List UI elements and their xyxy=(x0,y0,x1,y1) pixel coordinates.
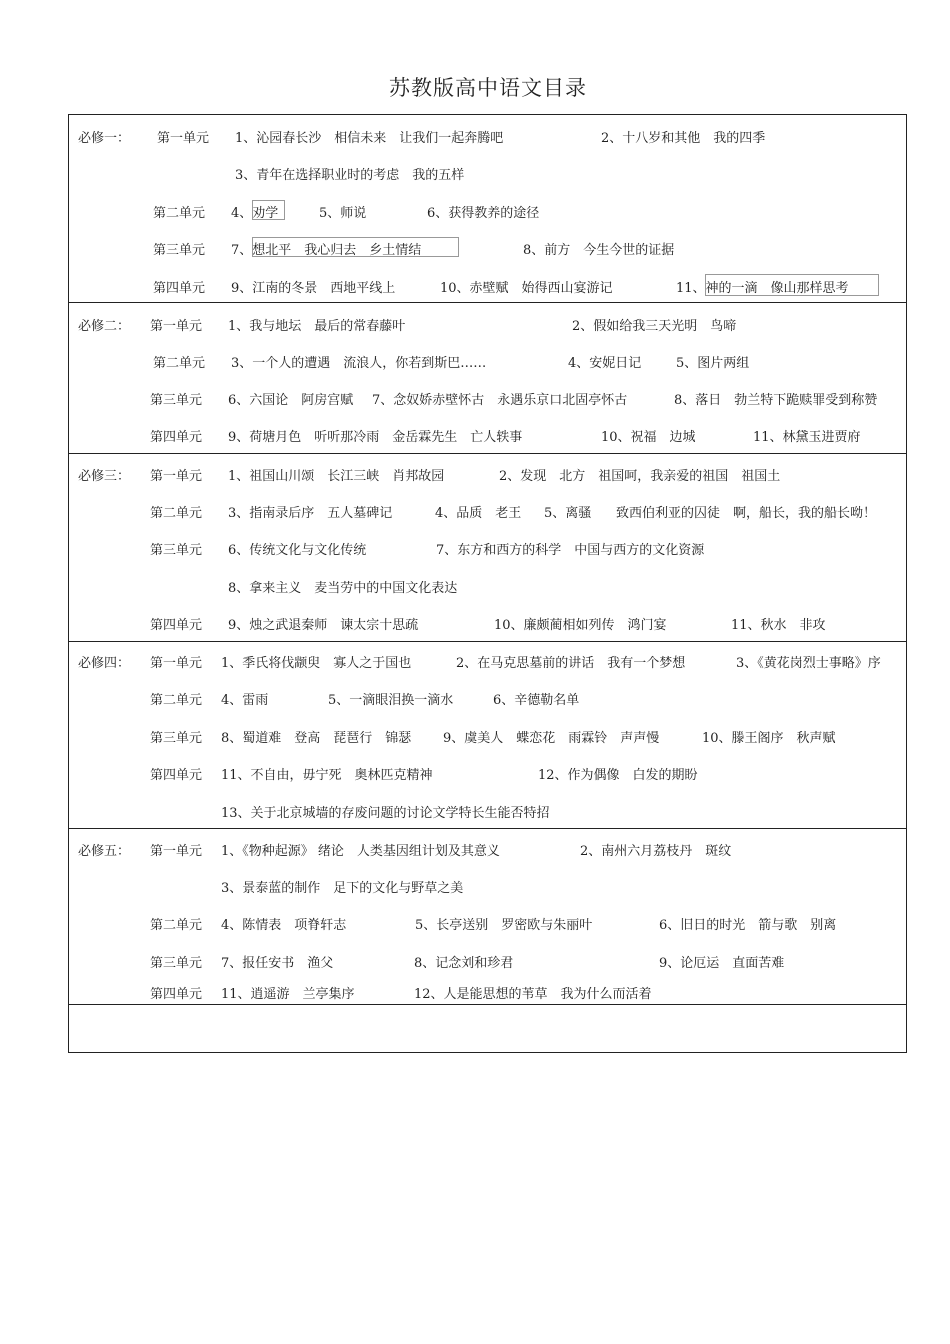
page-title: 苏教版高中语文目录 xyxy=(389,76,587,100)
lesson-group: 9、荷塘月色 听听那冷雨 金岳霖先生 亡人轶事 xyxy=(228,430,523,445)
lesson-group: 6、获得教养的途径 xyxy=(427,206,540,221)
unit-label: 第四单元 xyxy=(153,281,206,296)
lesson-group: 6、辛德勒名单 xyxy=(493,693,580,708)
lesson-group: 10、祝福 边城 xyxy=(601,430,696,445)
lesson-group: 1、《物种起源》 绪论 人类基因组计划及其意义 xyxy=(221,844,500,859)
lesson-group: 9、论厄运 直面苦难 xyxy=(659,956,785,971)
lesson-group: 11、不自由，毋宁死 奥林匹克精神 xyxy=(221,768,433,783)
lesson-group: 6、旧日的时光 箭与歌 别离 xyxy=(659,918,837,933)
lesson-group: 1、沁园春长沙 相信未来 让我们一起奔腾吧 xyxy=(235,131,504,146)
lesson-group: 6、传统文化与文化传统 xyxy=(228,543,367,558)
lesson-group: 7、念奴娇赤壁怀古 永遇乐京口北固亭怀古 xyxy=(372,393,628,408)
unit-label: 第三单元 xyxy=(150,731,203,746)
unit-label: 第二单元 xyxy=(150,693,203,708)
lesson-group: 3、青年在选择职业时的考虑 我的五样 xyxy=(235,168,465,183)
lesson-group: 1、祖国山川颂 长江三峡 肖邦故园 xyxy=(228,469,445,484)
unit-label: 第三单元 xyxy=(150,543,203,558)
lesson-group: 2、在马克思墓前的讲话 我有一个梦想 xyxy=(456,656,686,671)
unit-label: 第四单元 xyxy=(150,768,203,783)
lesson-group: 5、图片两组 xyxy=(676,356,750,371)
lesson-group: 8、前方 今生今世的证据 xyxy=(523,243,675,258)
unit-label: 第四单元 xyxy=(150,618,203,633)
lesson-group: 5、师说 xyxy=(319,206,367,221)
lesson-group: 12、作为偶像 白发的期盼 xyxy=(538,768,698,783)
unit-label: 第三单元 xyxy=(153,243,206,258)
lesson-group: 11、神的一滴 像山那样思考 xyxy=(676,281,849,296)
section-divider xyxy=(69,1004,906,1005)
section-divider xyxy=(69,641,906,642)
lesson-group: 9、虞美人 蝶恋花 雨霖铃 声声慢 xyxy=(443,731,660,746)
unit-label: 第二单元 xyxy=(150,918,203,933)
module-label: 必修一： xyxy=(78,131,131,146)
unit-label: 第一单元 xyxy=(150,844,203,859)
lesson-group: 4、安妮日记 xyxy=(568,356,642,371)
lesson-group: 11、秋水 非攻 xyxy=(731,618,826,633)
unit-label: 第二单元 xyxy=(150,506,203,521)
lesson-group: 8、拿来主义 麦当劳中的中国文化表达 xyxy=(228,581,458,596)
section-divider xyxy=(69,828,906,829)
unit-label: 第四单元 xyxy=(150,987,203,1002)
lesson-group: 10、滕王阁序 秋声赋 xyxy=(702,731,836,746)
lesson-group: 5、长亭送别 罗密欧与朱丽叶 xyxy=(415,918,593,933)
lesson-group: 2、发现 北方 祖国呵，我亲爱的祖国 祖国土 xyxy=(499,469,781,484)
lesson-group: 2、假如给我三天光明 鸟啼 xyxy=(572,319,737,334)
lesson-group: 11、林黛玉进贾府 xyxy=(753,430,861,445)
lesson-group: 8、蜀道难 登高 琵琶行 锦瑟 xyxy=(221,731,412,746)
lesson-group: 3、指南录后序 五人墓碑记 xyxy=(228,506,393,521)
lesson-group: 6、六国论 阿房宫赋 xyxy=(228,393,354,408)
lesson-group: 3、景泰蓝的制作 足下的文化与野草之美 xyxy=(221,881,464,896)
module-label: 必修五： xyxy=(78,844,131,859)
lesson-group: 4、雷雨 xyxy=(221,693,269,708)
lesson-group: 3、《黄花岗烈士事略》序 xyxy=(736,656,881,671)
lesson-group: 11、逍遥游 兰亭集序 xyxy=(221,987,355,1002)
module-label: 必修四： xyxy=(78,656,131,671)
lesson-group: 7、东方和西方的科学 中国与西方的文化资源 xyxy=(436,543,705,558)
lesson-group: 7、想北平 我心归去 乡土情结 xyxy=(231,243,422,258)
unit-label: 第一单元 xyxy=(150,469,203,484)
module-label: 必修二： xyxy=(78,319,131,334)
lesson-group: 12、人是能思想的苇草 我为什么而活着 xyxy=(414,987,652,1002)
unit-label: 第一单元 xyxy=(150,656,203,671)
lesson-group: 2、十八岁和其他 我的四季 xyxy=(601,131,766,146)
lesson-group: 3、一个人的遭遇 流浪人，你若到斯巴…… xyxy=(231,356,487,371)
unit-label: 第三单元 xyxy=(150,956,203,971)
lesson-group: 9、烛之武退秦师 谏太宗十思疏 xyxy=(228,618,419,633)
lesson-group: 2、南州六月荔枝丹 斑纹 xyxy=(580,844,732,859)
unit-label: 第四单元 xyxy=(150,430,203,445)
lesson-group: 7、报任安书 渔父 xyxy=(221,956,334,971)
lesson-group: 4、陈情表 项脊轩志 xyxy=(221,918,347,933)
unit-label: 第一单元 xyxy=(150,319,203,334)
lesson-group: 8、落日 勃兰特下跪赎罪受到称赞 xyxy=(674,393,878,408)
unit-label: 第二单元 xyxy=(153,206,206,221)
unit-label: 第一单元 xyxy=(157,131,210,146)
lesson-group: 5、离骚 xyxy=(544,506,592,521)
lesson-group: 10、廉颇蔺相如列传 鸿门宴 xyxy=(494,618,667,633)
lesson-group: 致西伯利亚的囚徒 啊，船长，我的船长呦！ xyxy=(616,506,877,521)
lesson-group: 4、品质 老王 xyxy=(435,506,522,521)
module-label: 必修三： xyxy=(78,469,131,484)
lesson-group: 5、一滴眼泪换一滴水 xyxy=(328,693,454,708)
lesson-group: 1、我与地坛 最后的常春藤叶 xyxy=(228,319,406,334)
lesson-group: 10、赤壁赋 始得西山宴游记 xyxy=(440,281,613,296)
lesson-group: 4、劝学 xyxy=(231,206,279,221)
lesson-group: 13、关于北京城墙的存废问题的讨论文学特长生能否特招 xyxy=(221,806,550,821)
unit-label: 第二单元 xyxy=(153,356,206,371)
lesson-group: 9、江南的冬景 西地平线上 xyxy=(231,281,396,296)
section-divider xyxy=(69,302,906,303)
section-divider xyxy=(69,453,906,454)
lesson-group: 1、季氏将伐颛臾 寡人之于国也 xyxy=(221,656,412,671)
lesson-group: 8、记念刘和珍君 xyxy=(414,956,514,971)
unit-label: 第三单元 xyxy=(150,393,203,408)
